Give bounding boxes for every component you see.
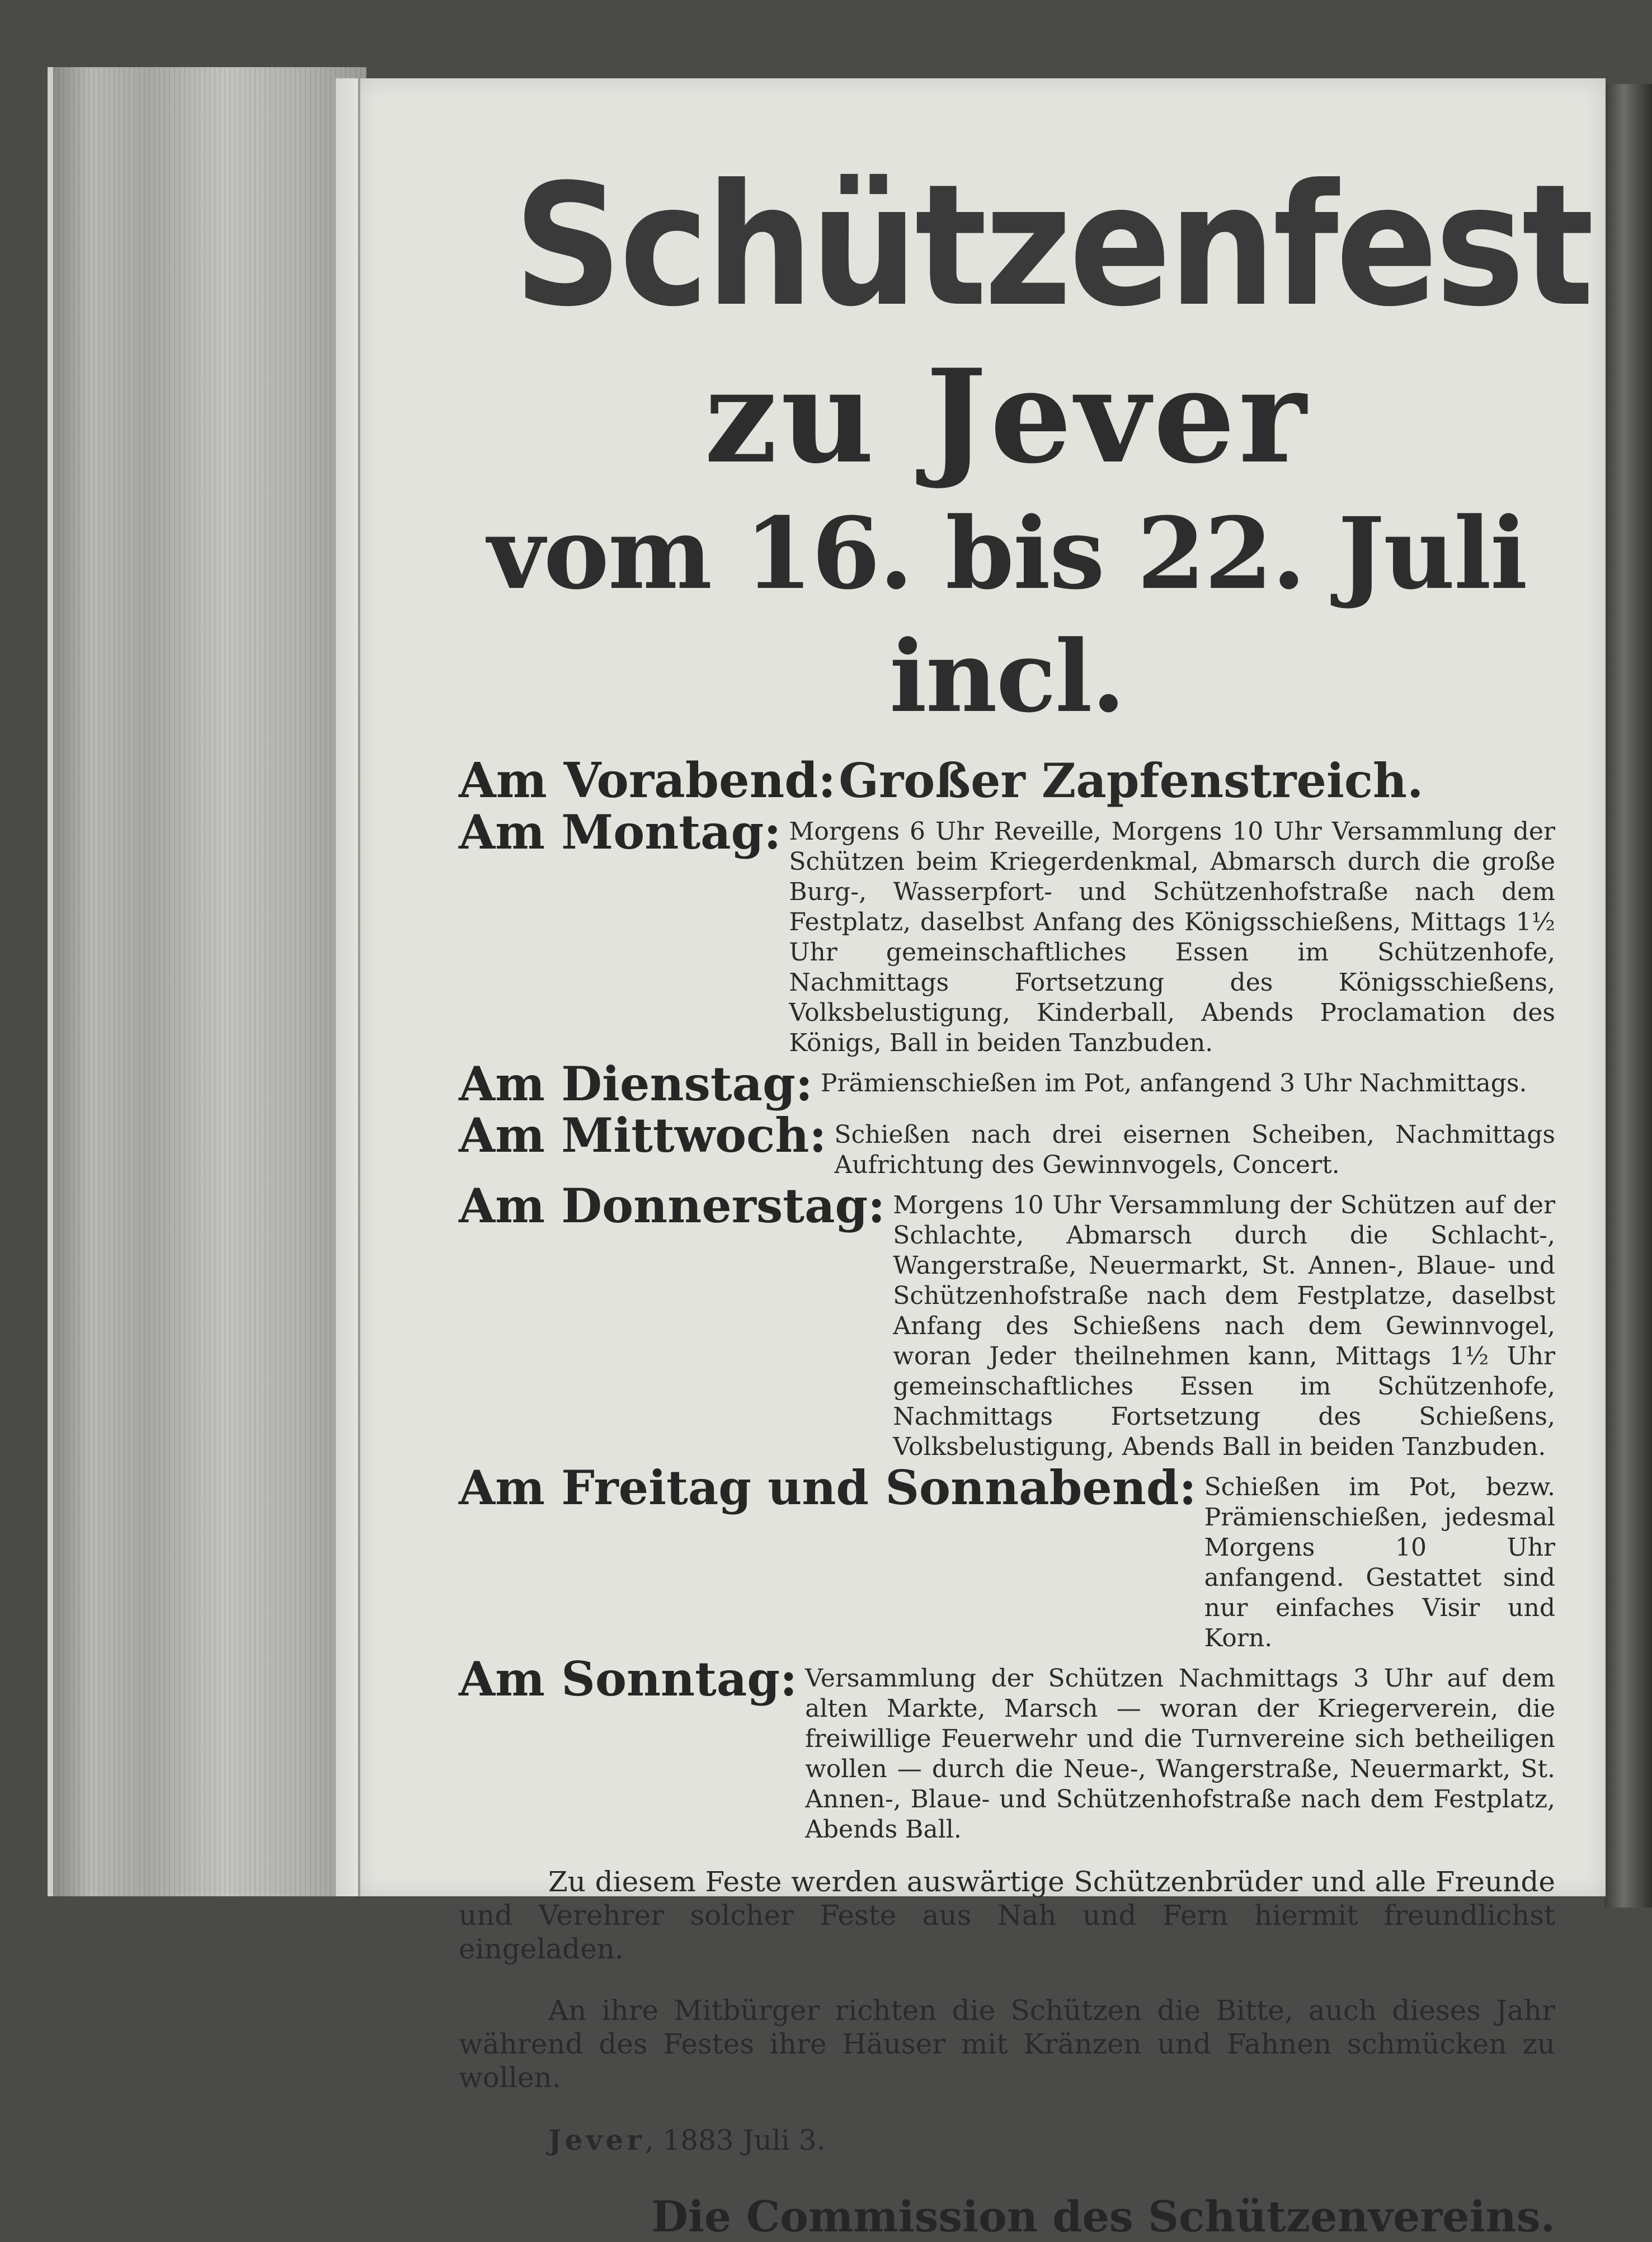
- poster-subtitle: zu Jever: [704, 341, 1310, 492]
- day-label: Am Donnerstag:: [459, 1178, 886, 1233]
- schedule-donnerstag: [459, 1180, 1555, 1462]
- day-label: Am Dienstag:: [459, 1056, 813, 1111]
- day-text: Morgens 6 Uhr Reveille, Morgens 10 Uhr Versammlung der Schützen beim Kriegerdenkmal, Abmarsch durch die große Burg-, Wasserpfort- und Schützenhofstraße nach dem Festplatz, daselbst Anfang des Königsschießens, Mittags 1½ Uhr gemeinschaftliches Essen im Schützenhofe, Nachmittags Fortsetzung des Königsschießens, Volksbelustigung, Kinderball, Abends Proclamation des Königs, Ball in beiden Tanzbuden.: [789, 817, 1555, 1057]
- advertisement: [459, 145, 1592, 2242]
- day-label: Am Montag:: [459, 804, 782, 860]
- schedule-dienstag: [459, 1058, 1555, 1110]
- request-paragraph: An ihre Mitbürger richten die Schützen die Bitte, auch dieses Jahr während des Festes ihre Häuser mit Kränzen und Fahnen schmücken zu wollen.: [459, 1994, 1555, 2094]
- signature: Die Commission des Schützenvereins.: [651, 2192, 1555, 2241]
- day-label: Am Mittwoch:: [459, 1108, 827, 1163]
- poster-title: Schützenfest: [514, 148, 1592, 343]
- poster-dates: vom 16. bis 22. Juli incl.: [487, 496, 1527, 734]
- day-text: Morgens 10 Uhr Versammlung der Schützen auf der Schlachte, Abmarsch durch die Schlacht-, Wangerstraße, Neuermarkt, St. Annen-, Blaue- und Schützenhofstraße nach dem Festplatze, daselbst Anfang des Schießens nach dem Gewinnvogel, woran Jeder theilnehmen kann, Mittags 1½ Uhr gemeinschaftliches Essen im Schützenhofe, Nachmittags Fortsetzung des Schießens, Volksbelustigung, Abends Ball in beiden Tanzbuden.: [893, 1191, 1555, 1461]
- day-label: Am Vorabend:: [459, 752, 836, 809]
- issue-date: , 1883 Juli 3.: [644, 2124, 826, 2156]
- place-name: Jever: [548, 2123, 645, 2156]
- day-text: Prämienschießen im Pot, anfangend 3 Uhr Nachmittags.: [820, 1069, 1527, 1098]
- day-text: Großer Zapfenstreich.: [839, 753, 1424, 808]
- schedule-montag: [459, 804, 1555, 1058]
- day-label: Am Freitag und Sonnabend:: [459, 1460, 1197, 1515]
- day-text: Schießen im Pot, bezw. Prämienschießen, jedesmal Morgens 10 Uhr anfangend. Gestattet sind nur einfaches Visir und Korn.: [1204, 1473, 1555, 1652]
- newspaper-page: [358, 78, 1606, 2241]
- place-date: [548, 2122, 1555, 2158]
- day-label: Am Sonntag:: [459, 1651, 798, 1707]
- schedule-sonntag: [459, 1651, 1555, 1845]
- day-text: Schießen nach drei eisernen Scheiben, Nachmittags Aufrichtung des Gewinnvogels, Concert.: [834, 1120, 1555, 1179]
- book-page-stack: [48, 67, 366, 1896]
- schedule-vorabend: [459, 752, 1555, 809]
- day-text: Versammlung der Schützen Nachmittags 3 Uhr auf dem alten Markte, Marsch — woran der Kriegerverein, die freiwillige Feuerwehr und die Turnvereine sich betheiligen wollen — durch die Neue-, Wangerstraße, Neuermarkt, St. Annen-, Blaue- und Schützenhofstraße nach dem Festplatz, Abends Ball.: [805, 1664, 1555, 1844]
- invitation-paragraph: Zu diesem Feste werden auswärtige Schützenbrüder und alle Freunde und Verehrer solcher Feste aus Nah und Fern hiermit freundlichst eingeladen.: [459, 1866, 1555, 1965]
- schedule-freitag-sonnabend: [459, 1462, 1555, 1654]
- schedule-mittwoch: [459, 1110, 1555, 1180]
- gutter-shadow: [1604, 84, 1652, 1907]
